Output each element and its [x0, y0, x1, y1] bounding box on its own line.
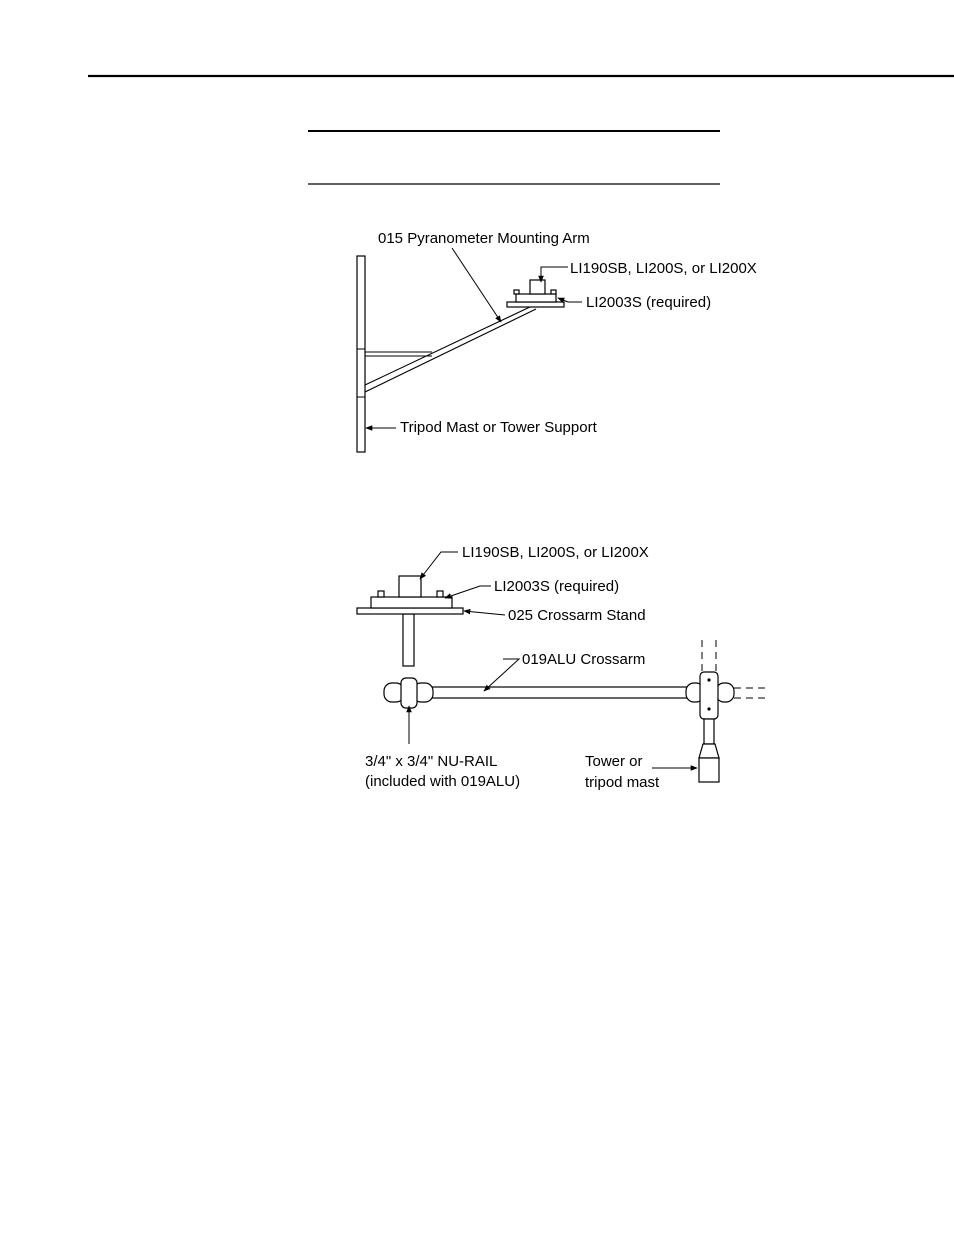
mast-crossover-right — [716, 683, 734, 702]
nu-rail-label-1: 3/4" x 3/4" NU-RAIL — [365, 753, 498, 770]
leveling-base-2 — [371, 597, 452, 608]
tower-mast-upper — [704, 719, 714, 744]
mast-label-2-line2: tripod mast — [585, 774, 660, 791]
crossarm-label: 019ALU Crossarm — [522, 651, 646, 668]
nu-rail-label-2: (included with 019ALU) — [365, 773, 521, 790]
nu-rail-fitting — [401, 678, 417, 708]
mast-label: Tripod Mast or Tower Support — [400, 419, 597, 436]
sensor-label-2: LI190SB, LI200S, or LI200X — [462, 544, 649, 561]
tower-mast-taper — [699, 744, 719, 758]
figure-2-crossarm — [357, 544, 766, 791]
crossarm-tube — [430, 687, 688, 698]
pyranometer-sensor-2 — [399, 576, 421, 597]
figure-1-mounting-arm — [357, 230, 757, 452]
crossarm-stand-plate — [357, 608, 463, 614]
mast-label-2-line1: Tower or — [585, 753, 643, 770]
tower-mast-lower — [699, 758, 719, 782]
pyranometer-sensor — [530, 280, 545, 294]
base-label: LI2003S (required) — [586, 294, 712, 311]
leveling-base — [507, 302, 564, 307]
stand-label: 025 Crossarm Stand — [508, 607, 646, 624]
arm-label: 015 Pyranometer Mounting Arm — [378, 230, 590, 247]
crossarm-stand-post — [403, 614, 414, 666]
base-label-2: LI2003S (required) — [494, 578, 620, 595]
tripod-mast — [357, 256, 365, 452]
sensor-label: LI190SB, LI200S, or LI200X — [570, 260, 757, 277]
mounting-arm — [365, 306, 532, 385]
